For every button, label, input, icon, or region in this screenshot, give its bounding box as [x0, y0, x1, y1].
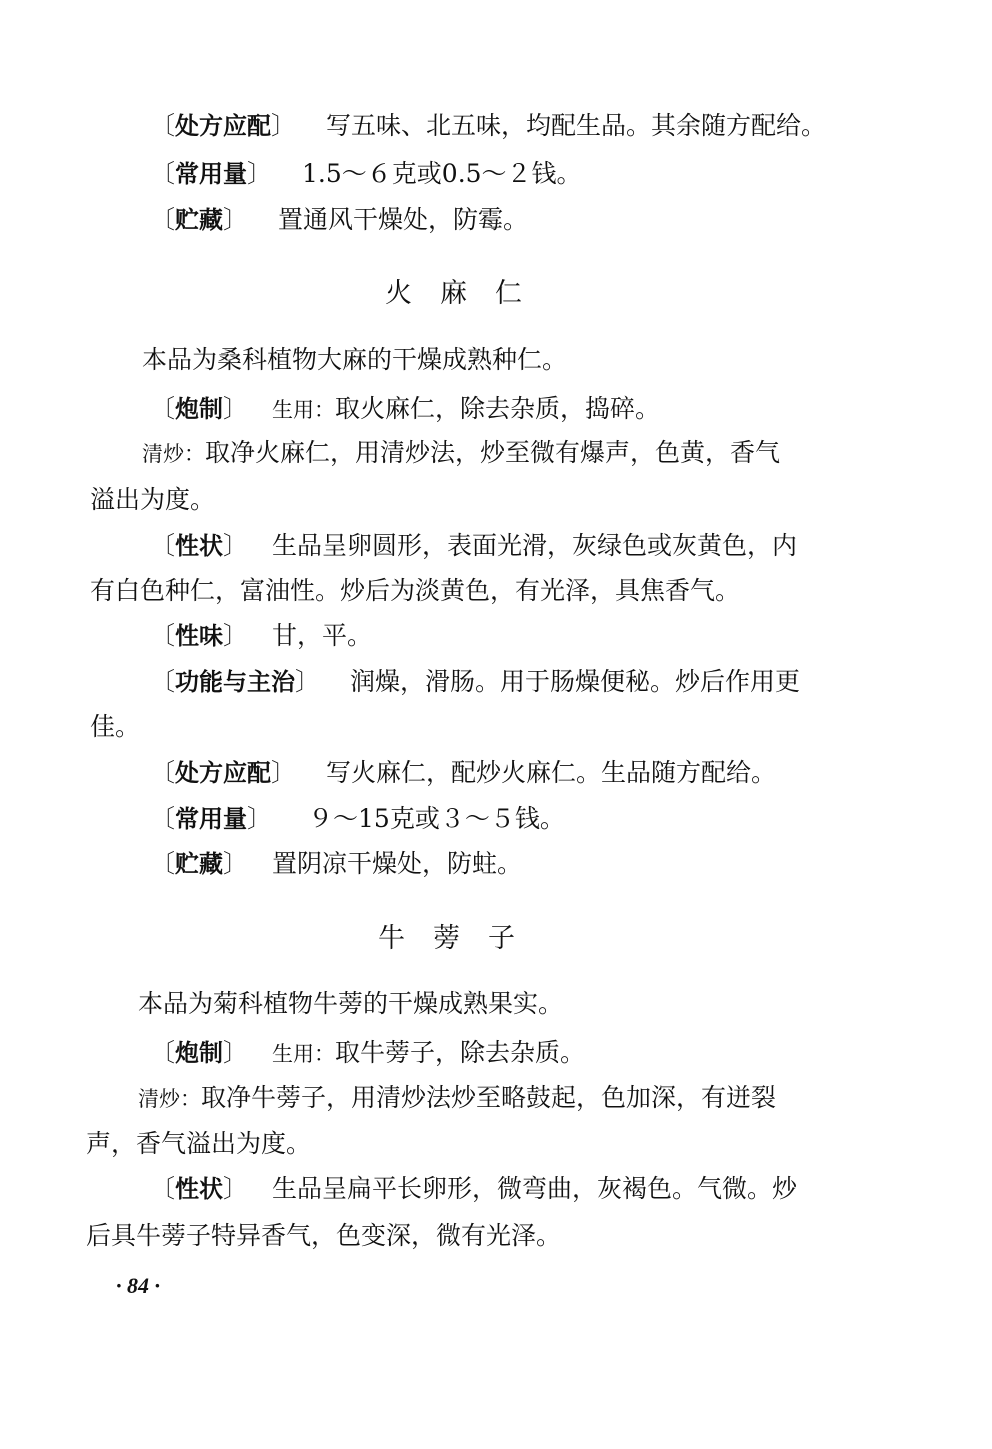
section-text: 甘，平。: [272, 621, 373, 650]
entry-intro: 本品为桑科植物大麻的干燥成熟种仁。: [142, 345, 568, 374]
section-text: 置阴凉干燥处，防蛀。: [272, 849, 523, 878]
section-label: 炮制: [175, 1039, 224, 1067]
entry-properties: 〔性状〕 生品呈扁平长卵形，微弯曲，灰褐色。气微。炒: [150, 1174, 798, 1203]
entry-stir-fry-cont: 溢出为度。: [90, 485, 216, 514]
section-label: 性状: [175, 532, 224, 560]
entry-taste: 〔性味〕 甘，平。: [150, 621, 373, 650]
section-text: 写五味、北五味，均配生品。其余随方配给。: [326, 111, 827, 140]
section-sublabel: 生用：: [272, 398, 336, 422]
entry-prescription: 〔处方应配〕 写火麻仁，配炒火麻仁。生品随方配给。: [150, 758, 777, 787]
section-label: 处方应配: [175, 759, 272, 787]
section-text: 1.5～６克或0.5～２钱。: [302, 159, 582, 188]
page-number: · 84 ·: [116, 1273, 160, 1298]
entry-processing: 〔炮制〕 生用：取牛蒡子，除去杂质。: [150, 1038, 586, 1067]
section-label: 贮藏: [175, 850, 224, 878]
section-text: 润燥，滑肠。用于肠燥便秘。炒后作用更: [350, 667, 801, 696]
entry-properties: 〔性状〕 生品呈卵圆形，表面光滑，灰绿色或灰黄色，内: [150, 531, 798, 560]
entry-properties-cont: 后具牛蒡子特异香气，色变深，微有光泽。: [86, 1221, 562, 1250]
entry-intro: 本品为菊科植物牛蒡的干燥成熟果实。: [138, 989, 564, 1018]
entry-stir-fry: [142, 437, 780, 470]
entry-prescription: 〔处方应配〕 写五味、北五味，均配生品。其余随方配给。: [150, 111, 827, 140]
entry-stir-fry-cont: 声，香气溢出为度。: [86, 1129, 312, 1158]
entry-function-cont: 佳。: [90, 712, 141, 741]
entry-processing: 〔炮制〕 生用：取火麻仁，除去杂质，捣碎。: [150, 394, 661, 423]
section-text: 取净火麻仁，用清炒法，炒至微有爆声，色黄，香气: [205, 438, 781, 467]
section-label: 贮藏: [175, 206, 224, 234]
section-label: 性味: [175, 622, 224, 650]
section-text: 置通风干燥处，防霉。: [278, 205, 529, 234]
section-label: 常用量: [175, 160, 248, 188]
section-sublabel: 清炒：: [142, 442, 205, 466]
entry-function: 〔功能与主治〕 润燥，滑肠。用于肠燥便秘。炒后作用更: [150, 667, 801, 696]
entry-title: 火麻仁: [385, 278, 550, 309]
section-label: 功能与主治: [175, 668, 296, 696]
entry-dosage: 〔常用量〕 1.5～６克或0.5～２钱。: [150, 159, 582, 188]
section-text: 取火麻仁，除去杂质，捣碎。: [335, 394, 661, 423]
section-text: ９～15克或３～５钱。: [308, 804, 565, 833]
section-text: 取净牛蒡子，用清炒法炒至略鼓起，色加深，有迸裂: [201, 1083, 777, 1112]
entry-storage: 〔贮藏〕 置通风干燥处，防霉。: [150, 205, 529, 234]
section-text: 生品呈卵圆形，表面光滑，灰绿色或灰黄色，内: [272, 531, 798, 560]
entry-stir-fry: [138, 1082, 776, 1115]
entry-title: 牛蒡子: [378, 923, 543, 954]
section-text: 生品呈扁平长卵形，微弯曲，灰褐色。气微。炒: [272, 1174, 798, 1203]
entry-storage: 〔贮藏〕 置阴凉干燥处，防蛀。: [150, 849, 523, 878]
section-label: 处方应配: [175, 112, 272, 140]
section-sublabel: 生用：: [272, 1042, 336, 1066]
section-label: 性状: [175, 1175, 224, 1203]
section-text: 取牛蒡子，除去杂质。: [335, 1038, 586, 1067]
entry-properties-cont: 有白色种仁，富油性。炒后为淡黄色，有光泽，具焦香气。: [90, 576, 741, 605]
entry-dosage: 〔常用量〕 ９～15克或３～５钱。: [150, 804, 565, 833]
section-label: 常用量: [175, 805, 248, 833]
section-sublabel: 清炒：: [138, 1087, 201, 1111]
section-text: 写火麻仁，配炒火麻仁。生品随方配给。: [326, 758, 777, 787]
section-label: 炮制: [175, 395, 224, 423]
